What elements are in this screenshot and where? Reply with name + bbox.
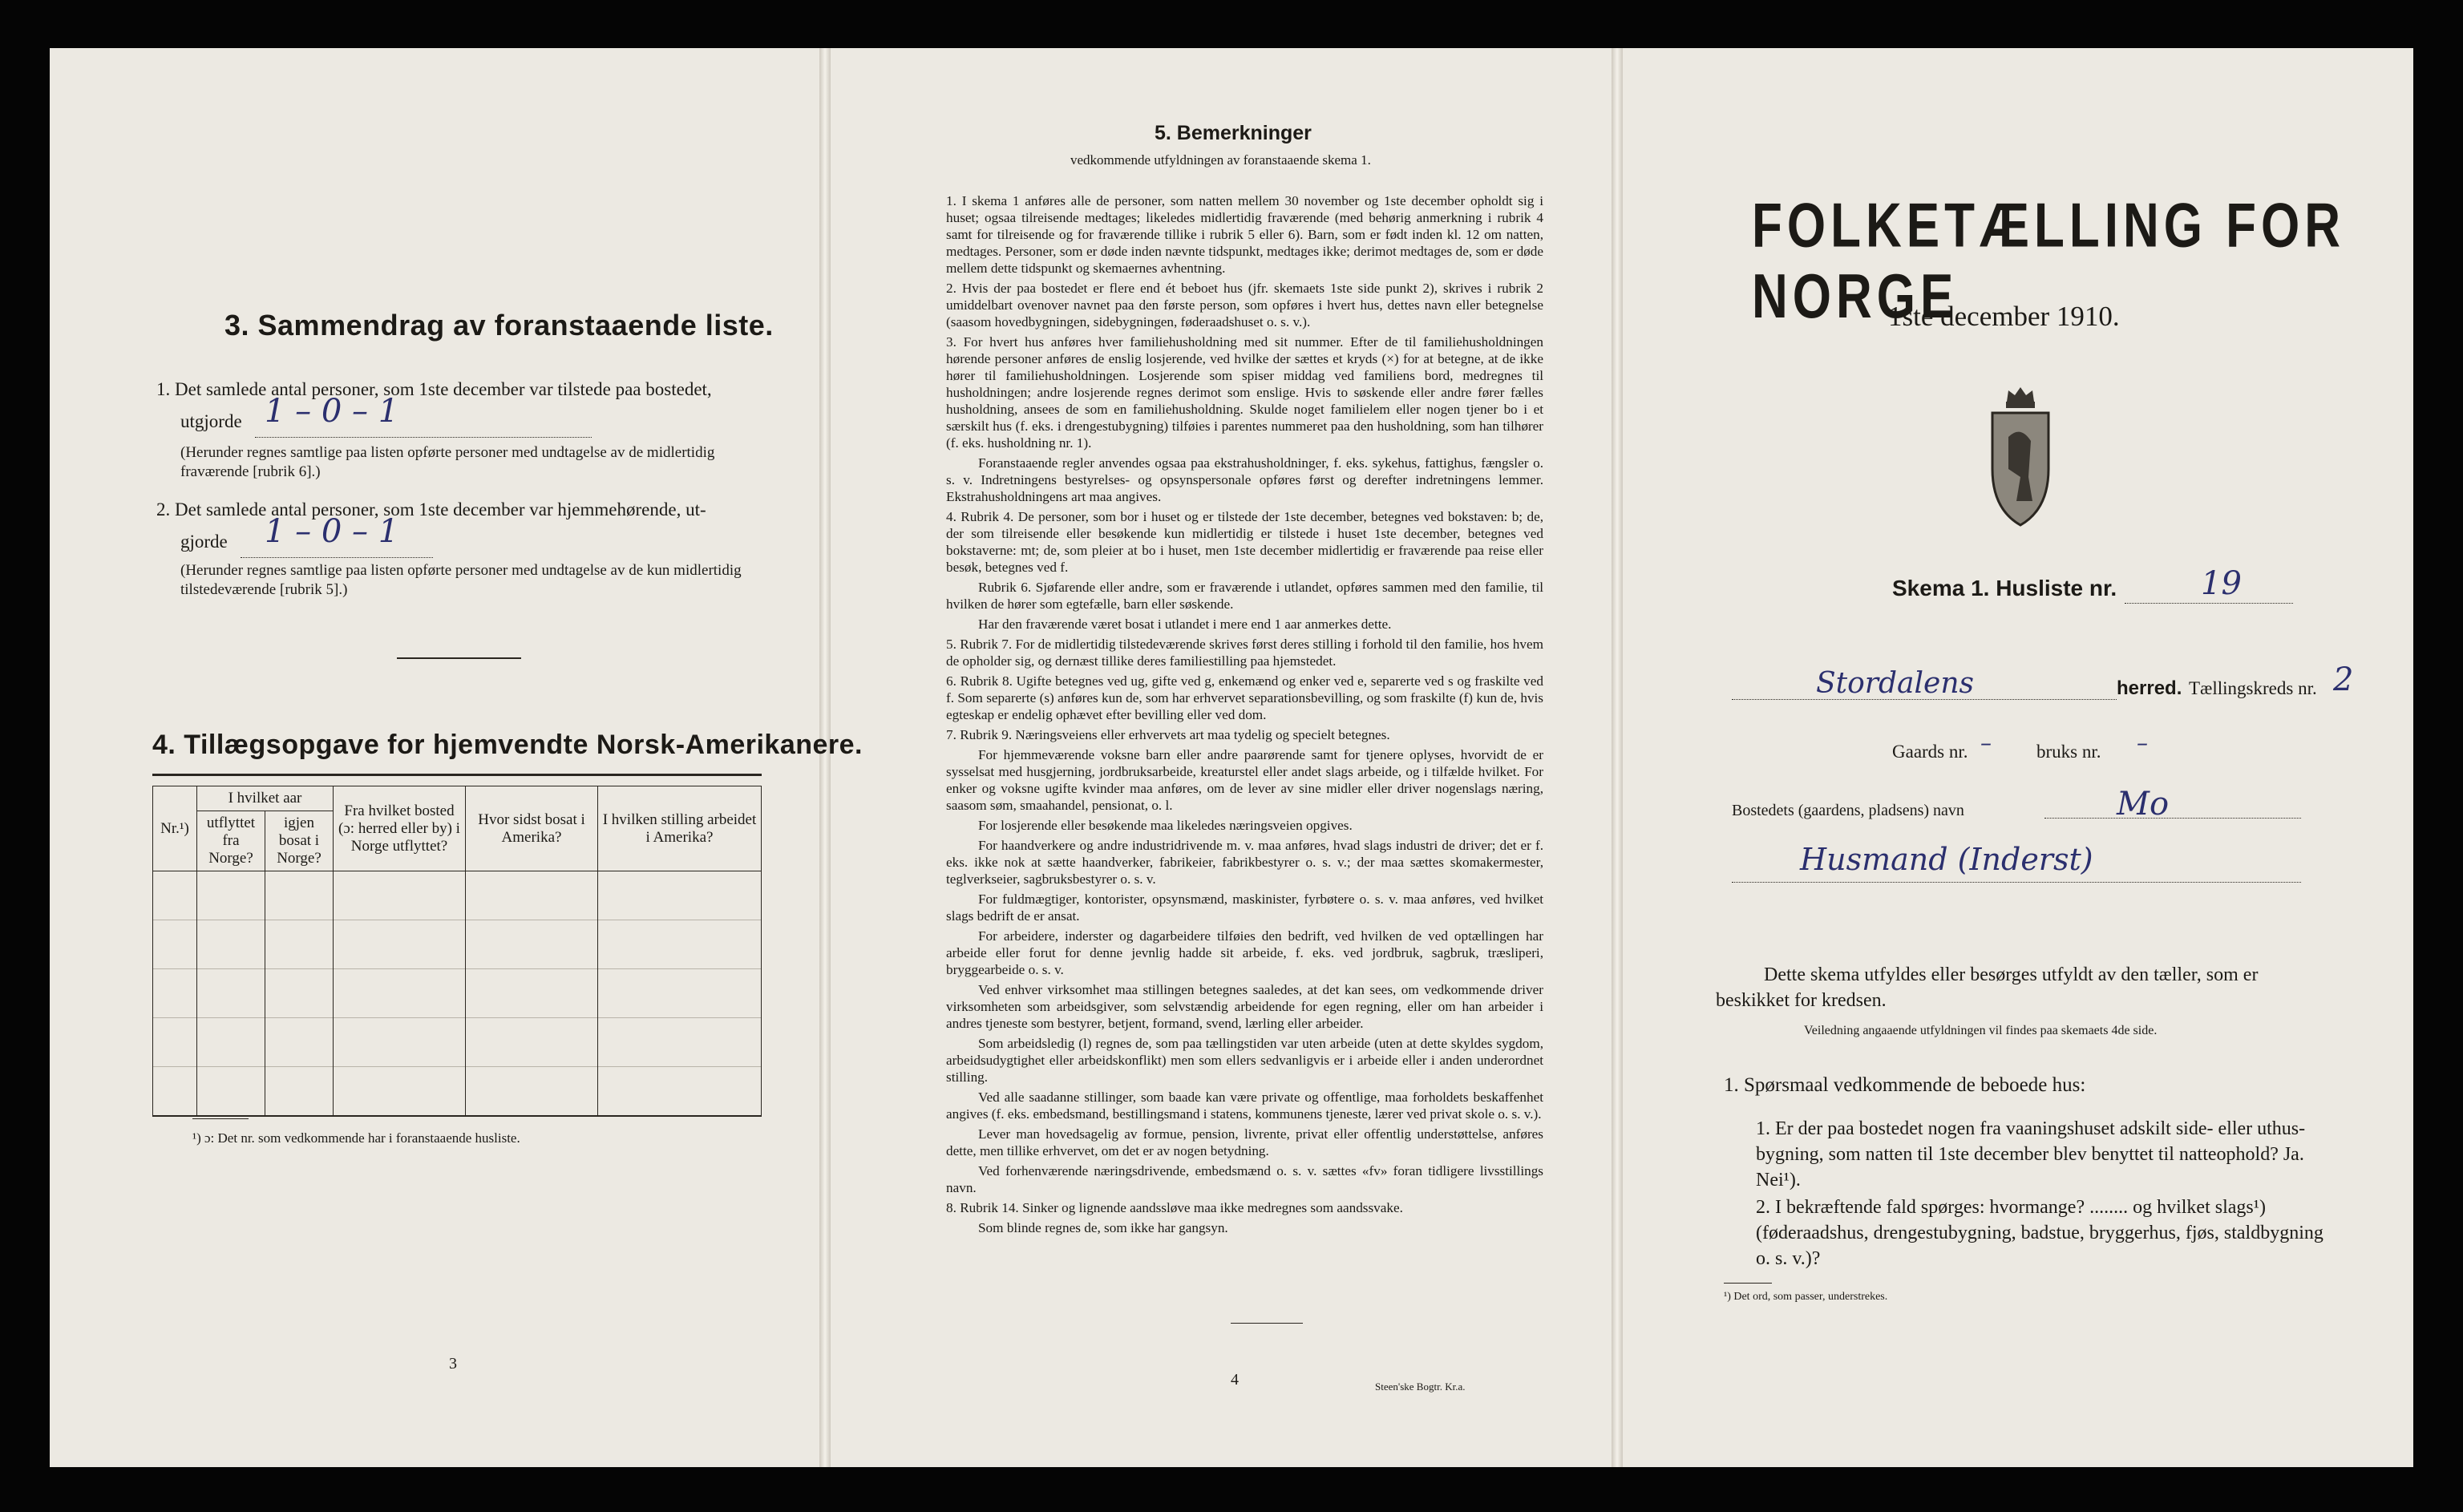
left-footnote: ¹) ɔ: Det nr. som vedkommende har i foranstaaende husliste. [192, 1130, 520, 1146]
q2-gjorde: gjorde [180, 532, 228, 552]
remark-paragraph: For arbeidere, inderster og dagarbeidere tilføies den bedrift, ved hvilken de ved optællingen har arbeide eller forut for denne jevnlig hadde sit arbeide, f. eks. ved jordbruk, sagbruk, træsliperi, bryggearbeide o. s. v. [946, 928, 1543, 977]
remark-paragraph: Lever man hovedsagelig av formue, pension, livrente, privat eller offentlig understøttelse, anføres dette, men tillike erhvervet, om det er av nogen betydning. [946, 1126, 1543, 1158]
remark-paragraph: 6. Rubrik 8. Ugifte betegnes ved ug, gifte ved g, enkemænd og enker ved e, separerte ved s og fraskilte ved f. Som separerte (s) anføres kun de, som har erhvervet separationsbevilling, og som fraskilte (f) kun de, hvis egteskap er endelig ophævet efter bevilling eller ved dom. [946, 673, 1543, 722]
remark-paragraph: 1. I skema 1 anføres alle de personer, som natten mellem 30 november og 1ste december opholdt sig i huset; ogsaa tilreisende medtages; likeledes midlertidig fraværende (med behørig anmerkning i rubrik 4 samt for tilreisende og for fraværende tillike i rubrik 5 eller 6). Barn, som er født inden kl. 12 om natten, medtages. Personer, som er døde inden nævnte tidspunkt, medtages ikke; derimot medtages de, som er døde mellem dette tidspunkt og skemaernes avhentning. [946, 193, 1543, 276]
q1-utgjorde: utgjorde [180, 411, 242, 431]
remark-paragraph: For haandverkere og andre industridrivende m. v. maa anføres, hvad slags industri de driver; det er f. eks. ikke nok at sætte haandverker, fabrikeier, fabrikbestyrer o. s. v.; der maa sættes skomakermester, teglverkseier, sagbruksbestyrer o. s. v. [946, 838, 1543, 887]
q1-text: 1. Det samlede antal personer, som 1ste december var tilstede paa bostedet, [156, 379, 712, 399]
th-sidst-bosat: Hvor sidst bosat i Amerika? [466, 786, 598, 871]
remark-paragraph: 5. Rubrik 7. For de midlertidig tilstedeværende skrives først deres stilling i forhold til den familie, hos hvem de opholder sig, og dernæst tillike deres familiestilling paa hjemstedet. [946, 637, 1543, 669]
remark-paragraph: Ved alle saadanne stillinger, som baade kan være private og offentlige, maa forholdets beskaffenhet angives (f. eks. embedsmand, bestillingsmand i statens, kommunens tjeneste, lærer ved privat skole o. s. v.). [946, 1090, 1543, 1122]
remark-paragraph: Ved enhver virksomhet maa stillingen betegnes saaledes, at det kan sees, om vedkommende driver virksomheten som arbeidsgiver, som selvstændig arbeidende for egen regning, eller om han arbeider i andres tjeneste som bestyrer, betjent, formand, svend, lærling eller arbeider. [946, 982, 1543, 1031]
page-fold-right [1612, 48, 1623, 1467]
right-footnote: ¹) Det ord, som passer, understrekes. [1724, 1291, 1888, 1303]
q1-dotted-line [255, 437, 592, 438]
q1-note: (Herunder regnes samtlige paa listen opførte personer med undtagelse av de midlertidig fraværende [rubrik 6].) [180, 444, 715, 480]
middle-page-number: 4 [1231, 1371, 1239, 1389]
remark-paragraph: Har den fraværende været bosat i utlandet i mere end 1 aar anmerkes dette. [978, 617, 1392, 632]
th-utflyttet: utflyttet fra Norge? [197, 811, 265, 871]
remark-paragraph: For fuldmægtiger, kontorister, opsynsmænd, maskinister, fyrbøtere o. s. v. maa anføres, ved hvilket slags bedrift de er ansat. [946, 891, 1543, 924]
remarks-body [946, 192, 1543, 1239]
husliste-nr-value: 19 [2201, 565, 2242, 602]
remark-paragraph: Som arbeidsledig (l) regnes de, som paa tællingstiden var uten arbeide (uten at dette skyldes sygdom, arbeidsudygtighet eller arbeidskonflikt) men som ellers sedvanligvis er i arbeide eller i anden underordnet stilling. [946, 1036, 1543, 1085]
husmand-dotted-line [1732, 882, 2301, 883]
table-row [153, 969, 762, 1018]
q2-note: (Herunder regnes samtlige paa listen opførte personer med undtagelse av de kun midlertidig tilstedeværende [rubrik 5].) [180, 562, 742, 598]
q2-dotted-line [241, 557, 433, 558]
q1-title: 1. Spørsmaal vedkommende de beboede hus: [1724, 1074, 2086, 1096]
remark-paragraph: For losjerende eller besøkende maa likeledes næringsveien opgives. [978, 818, 1353, 833]
herred-label: herred. [2117, 677, 2182, 699]
remark-paragraph: Foranstaaende regler anvendes ogsaa paa ekstrahusholdninger, f. eks. sykehus, fattighus, fængsler o. s. v. Indretningens bestyrelses- og opsynspersonale opføres først og derefter indretningens lemmer. Ekstrahusholdningens art maa angives. [946, 455, 1543, 504]
bruks-label: bruks nr. [2036, 742, 2101, 762]
q2-text: 2. Det samlede antal personer, som 1ste december var hjemmehørende, ut- [156, 499, 706, 519]
table-row [153, 1018, 762, 1067]
remark-paragraph: Som blinde regnes de, som ikke har gangsyn. [978, 1220, 1228, 1235]
remarks-title: 5. Bemerkninger [1155, 122, 1312, 144]
norway-coat-of-arms-icon [1984, 381, 2057, 533]
q1-handwriting: 1 – 0 – 1 [265, 393, 399, 430]
middle-end-rule [1231, 1323, 1303, 1324]
skema-label: Skema 1. Husliste nr. [1892, 576, 2117, 600]
table-row [153, 920, 762, 969]
remark-paragraph: 4. Rubrik 4. De personer, som bor i huset og er tilstede der 1ste december, betegnes ved bokstaven: b; de, der som tilreisende eller besøkende kun midlertidig er tilstede i huset 1ste december, betegnes ved bokstaverne: mt; de, som pleier at bo i huset, men 1ste december midlertidig er fraværende paa reise eller besøk, betegnes ved f. [946, 509, 1543, 575]
kreds-value: 2 [2333, 661, 2354, 698]
instruction-text: Dette skema utfyldes eller besørges utfyldt av den tæller, som er beskikket for kredsen. [1716, 964, 2259, 1011]
left-page-number: 3 [449, 1355, 457, 1373]
table-row [153, 1067, 762, 1117]
right-footnote-rule [1724, 1283, 1772, 1284]
herred-value: Stordalens [1816, 667, 1974, 700]
th-hvilket-aar: I hvilket aar [197, 786, 334, 811]
census-title: FOLKETÆLLING FOR NORGE [1752, 191, 2346, 332]
bruks-value: – [2137, 730, 2148, 756]
table-row [153, 871, 762, 920]
th-igjen-bosat: igjen bosat i Norge? [265, 811, 334, 871]
separator-rule [397, 657, 521, 659]
th-fra-bosted: Fra hvilket bosted (ɔ: herred eller by) i Norge utflyttet? [334, 786, 466, 871]
printer-mark: Steen'ske Bogtr. Kr.a. [1375, 1381, 1466, 1393]
husliste-dotted-line [2125, 603, 2293, 604]
husmand-value: Husmand (Inderst) [1800, 842, 2093, 877]
q2-handwriting: 1 – 0 – 1 [265, 513, 399, 550]
bosted-dotted-line [2044, 818, 2301, 819]
remark-paragraph: For hjemmeværende voksne barn eller andre paarørende samt for tjenere oplyses, hvorvidt de er sysselsat med husgjerning, jordbruksarbeide, kreaturstel eller andet slags arbeide, og i tilfælde hvilket. For enker og voksne ugifte kvinder maa anføres, om de lever av sine midler eller driver nogenslags næring, saasom søm, smaahandel, pensionat, o. l. [946, 747, 1543, 813]
veiledning-text: Veiledning angaaende utfyldningen vil findes paa skemaets 4de side. [1804, 1024, 2158, 1037]
norsk-amerikanere-table [152, 786, 762, 1117]
remark-paragraph: 2. Hvis der paa bostedet er flere end ét beboet hus (jfr. skemaets 1ste side punkt 2), skrives i rubrik 2 umiddelbart ovenover navnet paa den første person, som opføres i hvert hus, dettes navn eller betegnelse (saasom hovedbygningen, sidebygningen, føderaadshuset o. s. v.). [946, 281, 1543, 329]
section-4-top-rule [152, 774, 762, 776]
th-nr: Nr.¹) [153, 786, 197, 871]
remarks-subtitle: vedkommende utfyldningen av foranstaaende skema 1. [1070, 152, 1371, 168]
herred-dotted-line [1732, 699, 2117, 700]
section-3-title: 3. Sammendrag av foranstaaende liste. [224, 309, 774, 342]
bosted-value: Mo [2117, 786, 2170, 823]
q1-2-text: 2. I bekræftende fald spørges: hvormange? ........ og hvilket slags¹) (føderaadshus, drengestubygning, badstue, bryggerhus, fjøs, staldbygning o. s. v.)? [1756, 1197, 2323, 1269]
remark-paragraph: Rubrik 6. Sjøfarende eller andre, som er fraværende i utlandet, opføres sammen med den familie, til hvilken de hører som egtefælle, barn eller søskende. [946, 580, 1543, 612]
remark-paragraph: 3. For hvert hus anføres hver familiehusholdning med sit nummer. Efter de til familiehusholdningen hørende personer anføres de enslig losjerende, ved hvilke der sættes et kryds (×) for at betegne, at de ikke hører til familiehusholdningen. Losjerende som spiser middag ved familiens bord, medregnes til husholdningen; andre losjerende regnes derimot som enslige. Hvis to søskende eller andre fører fælles husholdning, ansees de som en familiehusholdning. Skulde noget familielem eller nogen tjener bo i et særskilt hus (f. eks. i drengestubygning) tilføies i parentes nummeret paa den husholdning, som han tilhører (f. eks. husholdning nr. 1). [946, 334, 1543, 451]
q1-1-text: 1. Er der paa bostedet nogen fra vaaningshuset adskilt side- eller uthus-bygning, som natten til 1ste december blev benyttet til natteophold? Ja. Nei¹). [1756, 1118, 2306, 1191]
gaards-label: Gaards nr. [1892, 742, 1968, 762]
remark-paragraph: 8. Rubrik 14. Sinker og lignende aandssløve maa ikke medregnes som aandssvake. [946, 1200, 1403, 1215]
remark-paragraph: Ved forhenværende næringsdrivende, embedsmænd o. s. v. sættes «fv» foran tidligere livsstillings navn. [946, 1163, 1543, 1195]
bosted-label: Bostedets (gaardens, pladsens) navn [1732, 802, 1964, 819]
remark-paragraph: 7. Rubrik 9. Næringsveiens eller erhvervets art maa tydelig og specielt betegnes. [946, 727, 1390, 742]
census-date: 1ste december 1910. [1888, 301, 2120, 332]
kreds-label: Tællingskreds nr. [2189, 678, 2317, 698]
section-4-title: 4. Tillægsopgave for hjemvendte Norsk-Amerikanere. [152, 730, 863, 760]
gaards-value: – [1980, 730, 1992, 756]
footnote-rule [192, 1118, 249, 1119]
th-stilling: I hvilken stilling arbeidet i Amerika? [598, 786, 762, 871]
